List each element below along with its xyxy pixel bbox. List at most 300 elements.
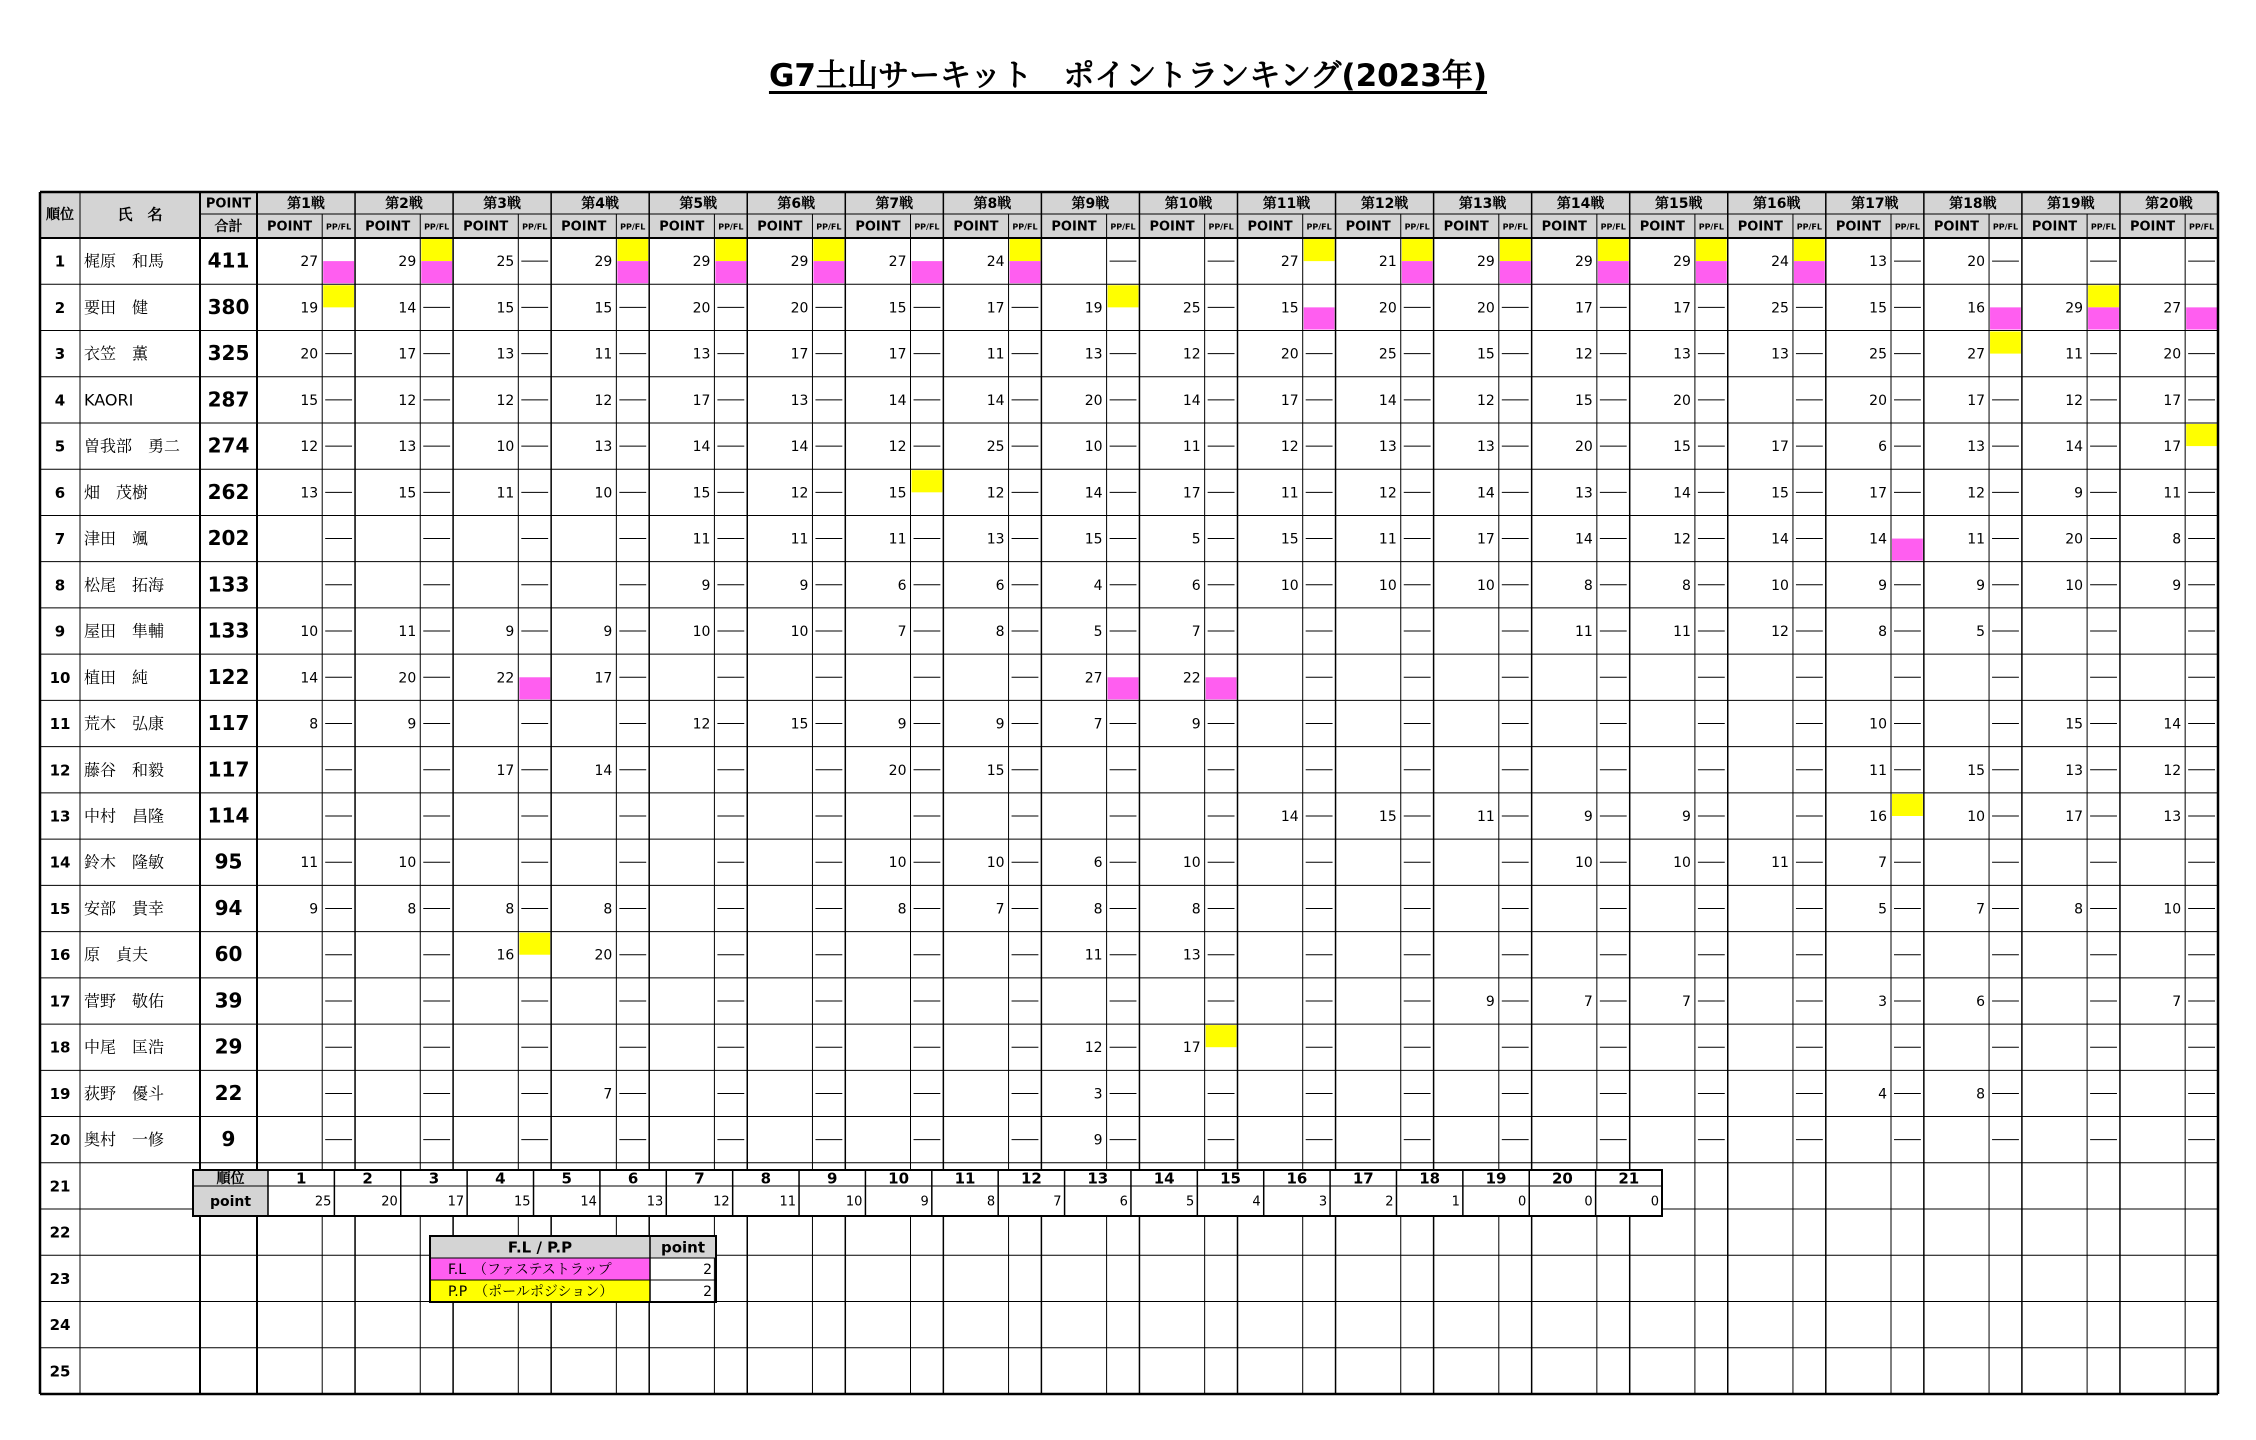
total-points: 133 — [207, 618, 250, 643]
race-point: 14 — [986, 392, 1005, 409]
race-point: 14 — [1869, 531, 1888, 548]
race-point: 10 — [986, 855, 1005, 872]
race-point: 12 — [1084, 1040, 1103, 1057]
race-point: 4 — [1878, 1086, 1888, 1103]
points-table-value: 25 — [314, 1194, 332, 1210]
points-table-rank: 13 — [1087, 1169, 1109, 1188]
total-points: 60 — [214, 942, 243, 967]
points-table-rank: 10 — [888, 1169, 910, 1188]
race-point: 3 — [1093, 1086, 1103, 1103]
race-point: 29 — [1673, 254, 1691, 271]
points-table-value: 8 — [986, 1194, 996, 1210]
race-point: 13 — [1182, 947, 1201, 964]
legend-item-label: F.L （ファステストラップ — [448, 1262, 612, 1278]
row-rank: 13 — [49, 807, 71, 826]
points-table-value: 4 — [1252, 1194, 1261, 1210]
race-point: 9 — [897, 716, 907, 733]
driver-name: 奥村 一修 — [84, 1130, 165, 1150]
driver-name: 荒木 弘康 — [84, 714, 165, 734]
race-point: 11 — [1771, 855, 1789, 872]
race-point: 29 — [692, 254, 711, 271]
header-race-ppfl: PP/FL — [522, 222, 548, 232]
race-point: 9 — [1976, 577, 1986, 594]
header-race-ppfl: PP/FL — [1600, 222, 1626, 232]
race-point: 7 — [1681, 993, 1691, 1010]
row-rank: 17 — [49, 992, 71, 1011]
header-race-ppfl: PP/FL — [2090, 222, 2117, 232]
race-point: 7 — [1878, 855, 1888, 872]
fastest-lap-mark — [1304, 307, 1335, 329]
header-race-ppfl: PP/FL — [1502, 222, 1528, 232]
race-point: 13 — [1771, 346, 1789, 363]
race-point: 5 — [1093, 624, 1103, 641]
race-point: 7 — [1583, 993, 1593, 1010]
row-rank: 11 — [49, 715, 71, 734]
row-rank: 15 — [49, 899, 71, 918]
race-point: 10 — [1182, 855, 1201, 872]
race-point: 7 — [897, 624, 907, 641]
race-point: 20 — [1378, 300, 1397, 317]
header-race-ppfl: PP/FL — [2188, 222, 2215, 232]
race-point: 20 — [1084, 392, 1103, 409]
race-point: 20 — [1280, 346, 1299, 363]
race-point: 13 — [1967, 439, 1986, 456]
driver-name: 荻野 優斗 — [84, 1083, 165, 1103]
race-point: 15 — [1673, 439, 1691, 456]
race-point: 6 — [1878, 439, 1888, 456]
race-point: 12 — [1378, 485, 1397, 502]
race-point: 17 — [1182, 485, 1201, 502]
race-point: 10 — [1280, 577, 1299, 594]
header-race-ppfl: PP/FL — [1894, 222, 1921, 232]
total-points: 274 — [207, 433, 250, 458]
race-point: 11 — [398, 624, 417, 641]
race-point: 15 — [496, 300, 515, 317]
race-point: 10 — [300, 624, 319, 641]
header-race-6: 第6戦 — [777, 196, 816, 212]
race-point: 8 — [897, 901, 907, 918]
header-race-ppfl: PP/FL — [1306, 222, 1332, 232]
race-point: 29 — [1575, 254, 1593, 271]
race-point: 17 — [2163, 439, 2182, 456]
race-point: 9 — [505, 624, 515, 641]
race-point: 8 — [1093, 901, 1103, 918]
total-points: 114 — [207, 803, 250, 828]
race-point: 20 — [2163, 346, 2182, 363]
race-point: 5 — [1191, 531, 1201, 548]
points-table-value: 10 — [845, 1194, 863, 1210]
race-point: 17 — [1280, 392, 1299, 409]
race-point: 8 — [1976, 1086, 1986, 1103]
race-point: 7 — [1093, 716, 1103, 733]
points-table-value: 11 — [779, 1194, 797, 1210]
header-race-ppfl: PP/FL — [1208, 222, 1234, 232]
header-race-point: POINT — [1933, 219, 1980, 235]
race-point: 10 — [1673, 855, 1691, 872]
header-race-ppfl: PP/FL — [1992, 222, 2019, 232]
header-race-ppfl: PP/FL — [1796, 222, 1822, 232]
points-table-value: 20 — [381, 1194, 398, 1210]
points-table-rank: 17 — [1352, 1169, 1374, 1188]
race-point: 25 — [1771, 300, 1789, 317]
race-point: 9 — [1093, 1132, 1103, 1149]
driver-name: 中村 昌隆 — [84, 806, 165, 826]
race-point: 7 — [995, 901, 1005, 918]
race-point: 5 — [1976, 624, 1986, 641]
race-point: 21 — [1378, 254, 1397, 271]
row-rank: 16 — [49, 946, 71, 965]
total-points: 22 — [214, 1080, 243, 1105]
points-table-value: 6 — [1119, 1194, 1128, 1210]
points-table-rank: 16 — [1286, 1169, 1308, 1188]
total-points: 325 — [207, 341, 250, 366]
race-point: 25 — [1378, 346, 1397, 363]
points-table-value: 0 — [1650, 1194, 1659, 1210]
header-race-12: 第12戦 — [1360, 196, 1409, 212]
row-rank: 8 — [54, 576, 66, 595]
race-point: 12 — [1673, 531, 1691, 548]
points-table-value: 15 — [513, 1194, 531, 1210]
race-point: 11 — [986, 346, 1005, 363]
points-table-rank: 2 — [362, 1169, 373, 1188]
race-point: 27 — [1280, 254, 1299, 271]
race-point: 16 — [1967, 300, 1986, 317]
points-table-rank: 6 — [627, 1169, 639, 1188]
row-rank: 20 — [49, 1131, 71, 1150]
legend-header-point: point — [660, 1238, 706, 1257]
row-rank: 24 — [49, 1316, 71, 1335]
race-point: 12 — [1967, 485, 1986, 502]
race-point: 10 — [888, 855, 907, 872]
race-point: 17 — [1869, 485, 1888, 502]
race-point: 12 — [1182, 346, 1201, 363]
race-point: 8 — [2172, 531, 2182, 548]
race-point: 20 — [1967, 254, 1986, 271]
race-point: 11 — [1967, 531, 1986, 548]
fastest-lap-mark — [1206, 677, 1237, 699]
fastest-lap-mark — [1598, 261, 1629, 283]
header-race-9: 第9戦 — [1071, 196, 1110, 212]
points-table-value: 1 — [1451, 1194, 1460, 1210]
race-point: 20 — [790, 300, 809, 317]
race-point: 19 — [1084, 300, 1103, 317]
fastest-lap-mark — [1696, 261, 1727, 283]
race-point: 8 — [995, 624, 1005, 641]
pole-position-mark — [912, 470, 943, 492]
race-point: 10 — [1084, 439, 1103, 456]
header-race-ppfl: PP/FL — [1110, 222, 1136, 232]
race-point: 8 — [1681, 577, 1691, 594]
race-point: 17 — [790, 346, 809, 363]
total-points: 122 — [207, 664, 250, 689]
race-point: 6 — [897, 577, 907, 594]
race-point: 13 — [1673, 346, 1691, 363]
race-point: 9 — [1681, 809, 1691, 825]
header-race-1: 第1戦 — [287, 196, 325, 212]
race-point: 10 — [496, 439, 515, 456]
race-point: 17 — [1575, 300, 1593, 317]
pole-position-mark — [1500, 239, 1531, 261]
race-point: 14 — [1575, 531, 1593, 548]
race-point: 7 — [1976, 901, 1986, 918]
points-table-value: 17 — [447, 1194, 465, 1210]
race-point: 6 — [995, 577, 1005, 594]
header-race-point: POINT — [267, 219, 313, 235]
pole-position-mark — [1892, 794, 1923, 816]
race-point: 14 — [790, 439, 809, 456]
race-point: 11 — [1869, 762, 1888, 779]
race-point: 14 — [398, 300, 417, 317]
race-point: 15 — [1280, 531, 1299, 548]
fastest-lap-mark — [1990, 307, 2021, 329]
race-point: 9 — [799, 577, 809, 594]
points-table-rank: 5 — [561, 1169, 572, 1188]
race-point: 17 — [1967, 392, 1986, 409]
pole-position-mark — [1304, 239, 1335, 261]
pole-position-mark — [617, 239, 648, 261]
total-points: 411 — [207, 248, 250, 273]
race-point: 15 — [1084, 531, 1103, 548]
header-race-point: POINT — [1737, 219, 1783, 235]
race-point: 27 — [300, 254, 319, 271]
driver-name: 原 貞夫 — [84, 945, 149, 965]
header-race-17: 第17戦 — [1851, 196, 1899, 212]
fastest-lap-mark — [2186, 307, 2217, 329]
race-point: 8 — [1878, 624, 1888, 641]
race-point: 12 — [1771, 624, 1789, 641]
race-point: 11 — [1476, 809, 1495, 825]
driver-name: 畑 茂樹 — [84, 482, 149, 502]
total-points: 117 — [207, 757, 250, 782]
pole-position-mark — [1108, 285, 1139, 307]
row-rank: 3 — [54, 345, 66, 364]
driver-name: 屋田 隼輔 — [84, 621, 165, 641]
row-rank: 14 — [49, 853, 71, 872]
race-point: 15 — [1771, 485, 1789, 502]
race-point: 10 — [1967, 809, 1986, 825]
race-point: 13 — [986, 531, 1005, 548]
points-table-value: 5 — [1186, 1194, 1195, 1210]
race-point: 8 — [407, 901, 417, 918]
driver-name: 松尾 拓海 — [84, 575, 165, 595]
pole-position-mark — [1598, 239, 1629, 261]
points-table-rank: 3 — [428, 1169, 440, 1188]
race-point: 14 — [1084, 485, 1103, 502]
race-point: 15 — [692, 485, 711, 502]
race-point: 15 — [1575, 392, 1593, 409]
race-point: 11 — [496, 485, 515, 502]
header-race-14: 第14戦 — [1556, 196, 1605, 212]
race-point: 10 — [1575, 855, 1593, 872]
row-rank: 1 — [54, 252, 66, 271]
race-point: 11 — [1575, 624, 1593, 641]
race-point: 10 — [1771, 577, 1789, 594]
race-point: 22 — [496, 670, 515, 687]
fastest-lap-mark — [1010, 261, 1041, 283]
fastest-lap-mark — [1108, 677, 1139, 699]
driver-name: 鈴木 隆敏 — [84, 852, 165, 872]
race-point: 15 — [2065, 716, 2084, 733]
race-point: 11 — [692, 531, 711, 548]
header-race-20: 第20戦 — [2145, 196, 2193, 212]
points-table-point-label: point — [209, 1194, 252, 1210]
race-point: 13 — [594, 439, 613, 456]
race-point: 20 — [1869, 392, 1888, 409]
race-point: 7 — [1191, 624, 1201, 641]
race-point: 7 — [2172, 993, 2182, 1010]
race-point: 17 — [496, 762, 515, 779]
points-table-value: 7 — [1053, 1194, 1062, 1210]
legend-item-label: P.P （ポールポジション） — [448, 1284, 614, 1300]
fastest-lap-mark — [1892, 539, 1923, 561]
header-race-4: 第4戦 — [581, 196, 620, 212]
legend-item-point: 2 — [703, 1262, 712, 1278]
race-point: 14 — [1476, 485, 1495, 502]
points-table-rank: 9 — [827, 1169, 838, 1188]
legend-header-label: F.L / P.P — [507, 1238, 573, 1257]
header-race-ppfl: PP/FL — [1012, 222, 1038, 232]
race-point: 12 — [692, 716, 711, 733]
race-point: 12 — [1280, 439, 1299, 456]
pole-position-mark — [1696, 239, 1727, 261]
race-point: 24 — [986, 254, 1005, 271]
header-race-3: 第3戦 — [483, 196, 521, 212]
race-point: 11 — [790, 531, 809, 548]
race-point: 8 — [1583, 577, 1593, 594]
race-point: 17 — [398, 346, 417, 363]
race-point: 17 — [1673, 300, 1691, 317]
row-rank: 10 — [49, 668, 71, 687]
fastest-lap-mark — [617, 261, 648, 283]
race-point: 10 — [790, 624, 809, 641]
race-point: 11 — [594, 346, 613, 363]
race-point: 20 — [2065, 531, 2084, 548]
race-point: 17 — [2065, 809, 2084, 825]
header-race-13: 第13戦 — [1458, 196, 1507, 212]
race-point: 14 — [1280, 809, 1299, 825]
race-point: 27 — [1084, 670, 1103, 687]
row-rank: 6 — [54, 483, 66, 502]
row-rank: 21 — [49, 1177, 71, 1196]
race-point: 8 — [603, 901, 613, 918]
pole-position-mark — [1794, 239, 1825, 261]
points-table-rank: 7 — [694, 1169, 705, 1188]
header-race-ppfl: PP/FL — [816, 222, 842, 232]
points-table-rank: 11 — [954, 1169, 976, 1188]
race-point: 15 — [398, 485, 417, 502]
race-point: 15 — [888, 300, 907, 317]
header-race-point: POINT — [1149, 219, 1195, 235]
fastest-lap-mark — [2088, 307, 2119, 329]
race-point: 11 — [1280, 485, 1299, 502]
race-point: 12 — [986, 485, 1005, 502]
race-point: 17 — [888, 346, 907, 363]
points-table-value: 14 — [580, 1194, 597, 1210]
race-point: 13 — [1084, 346, 1103, 363]
race-point: 13 — [692, 346, 711, 363]
points-table-value: 2 — [1385, 1194, 1394, 1210]
driver-name: 藤谷 和毅 — [84, 760, 165, 780]
row-rank: 18 — [49, 1038, 71, 1057]
race-point: 25 — [496, 254, 515, 271]
race-point: 13 — [2065, 762, 2084, 779]
fastest-lap-mark — [1402, 261, 1433, 283]
race-point: 6 — [1191, 577, 1201, 594]
race-point: 4 — [1093, 577, 1103, 594]
race-point: 12 — [300, 439, 319, 456]
header-race-5: 第5戦 — [679, 196, 718, 212]
race-point: 8 — [1191, 901, 1201, 918]
driver-name: 安部 貴幸 — [84, 898, 165, 918]
race-point: 17 — [1476, 531, 1495, 548]
header-race-point: POINT — [659, 219, 705, 235]
row-rank: 12 — [49, 761, 71, 780]
row-rank: 5 — [54, 437, 66, 456]
points-table-value: 0 — [1517, 1194, 1527, 1210]
race-point: 12 — [594, 392, 613, 409]
pole-position-mark — [1206, 1025, 1237, 1047]
total-points: 94 — [214, 895, 243, 920]
race-point: 13 — [1378, 439, 1397, 456]
race-point: 12 — [496, 392, 515, 409]
race-point: 20 — [1476, 300, 1495, 317]
race-point: 13 — [790, 392, 809, 409]
points-table-rank: 14 — [1153, 1169, 1175, 1188]
row-rank: 19 — [49, 1084, 71, 1103]
race-point: 20 — [888, 762, 907, 779]
race-point: 14 — [888, 392, 907, 409]
race-point: 27 — [1967, 346, 1986, 363]
race-point: 9 — [603, 624, 613, 641]
driver-name: 衣笠 薫 — [84, 344, 149, 364]
race-point: 10 — [594, 485, 613, 502]
header-race-point: POINT — [1443, 219, 1489, 235]
race-point: 12 — [2065, 392, 2084, 409]
race-point: 27 — [2163, 300, 2182, 317]
fastest-lap-mark — [912, 261, 943, 283]
header-race-ppfl: PP/FL — [718, 222, 744, 232]
header-point-total: POINT — [205, 196, 252, 212]
header-race-ppfl: PP/FL — [326, 222, 352, 232]
race-point: 14 — [1378, 392, 1397, 409]
pole-position-mark — [1010, 239, 1041, 261]
header-name: 氏 名 — [117, 205, 163, 224]
race-point: 11 — [1182, 439, 1201, 456]
race-point: 8 — [505, 901, 515, 918]
row-rank: 9 — [54, 622, 66, 641]
pole-position-mark — [2186, 424, 2217, 446]
header-race-19: 第19戦 — [2047, 196, 2095, 212]
total-points: 29 — [214, 1034, 243, 1059]
total-points: 117 — [207, 711, 250, 736]
pole-position-mark — [323, 285, 354, 307]
points-table-value: 3 — [1318, 1194, 1328, 1210]
race-point: 11 — [1378, 531, 1397, 548]
total-points: 380 — [207, 294, 250, 319]
race-point: 14 — [1182, 392, 1201, 409]
race-point: 5 — [1878, 901, 1888, 918]
race-point: 29 — [790, 254, 809, 271]
race-point: 17 — [594, 670, 613, 687]
points-table-value: 13 — [646, 1194, 664, 1210]
pole-position-mark — [2088, 285, 2119, 307]
race-point: 9 — [1878, 577, 1888, 594]
points-table-rank: 19 — [1485, 1169, 1507, 1188]
driver-name: 中尾 匡浩 — [84, 1037, 165, 1057]
race-point: 25 — [1182, 300, 1201, 317]
race-point: 15 — [594, 300, 613, 317]
race-point: 8 — [2074, 901, 2084, 918]
